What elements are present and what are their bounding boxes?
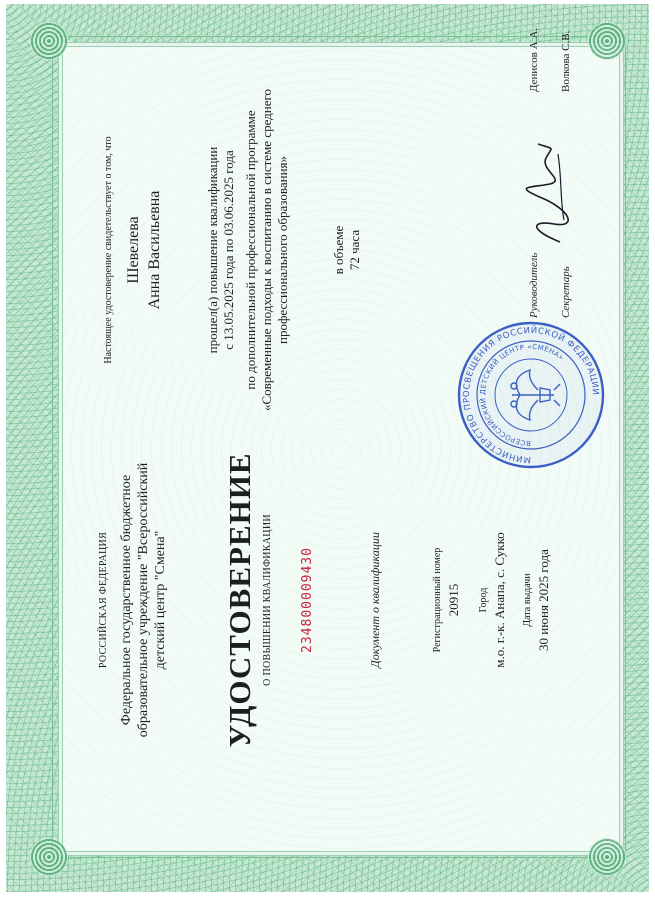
stamp-outer-text: МИНИСТЕРСТВО ПРОСВЕЩЕНИЯ РОССИЙСКОЙ ФЕДЕРАЦИИ [461, 325, 601, 465]
recipient-last-name: Шевелева [125, 216, 142, 284]
document-subtitle: О ПОВЫШЕНИИ КВАЛИФИКАЦИИ [262, 514, 273, 686]
city-label: Город [478, 587, 489, 613]
issue-date: 30 июня 2025 года [536, 549, 551, 651]
secretary-name: Волкова С.В. [560, 30, 572, 92]
passed-text: прошел(а) повышение квалификации [205, 146, 220, 354]
head-name: Денисов А.А. [528, 27, 540, 92]
serial-number: 234800009430 [300, 547, 315, 653]
program-name: «Современные подходы к воспитанию в системе среднего профессионального образования» [259, 88, 290, 412]
recipient-first-name: Анна Васильевна [146, 190, 163, 310]
intro-text: Настоящее удостоверение свидетельствует о том, что [103, 136, 114, 364]
volume-value: 72 часа [347, 229, 362, 271]
issue-date-label: Дата выдачи [522, 573, 533, 627]
city-value: м.о. г.-к. Анапа, с. Сукко [492, 532, 507, 668]
volume-label: в объеме [331, 225, 346, 275]
training-period: с 13.05.2025 года по 03.06.2025 года [221, 150, 236, 350]
secretary-title: Секретарь [560, 266, 572, 318]
document-title: УДОСТОВЕРЕНИЕ [222, 452, 257, 748]
country-label: РОССИЙСКАЯ ФЕДЕРАЦИЯ [98, 531, 109, 669]
head-title: Руководитель [528, 252, 540, 318]
organization-name: Федеральное государственное бюджетное образовательное учреждение "Всероссийский детский центр "Смена" [119, 462, 168, 738]
registration-number: 20915 [446, 583, 461, 617]
stamp-inner-text: ВСЕРОССИЙСКИЙ ДЕТСКИЙ ЦЕНТР «СМЕНА» [478, 342, 566, 448]
official-seal-icon [456, 320, 606, 470]
program-intro: по дополнительной профессиональной программе [243, 110, 258, 390]
registration-label: Регистрационный номер [432, 547, 443, 653]
document-type: Документ о квалификации [368, 532, 382, 668]
signature-icon [520, 140, 576, 250]
